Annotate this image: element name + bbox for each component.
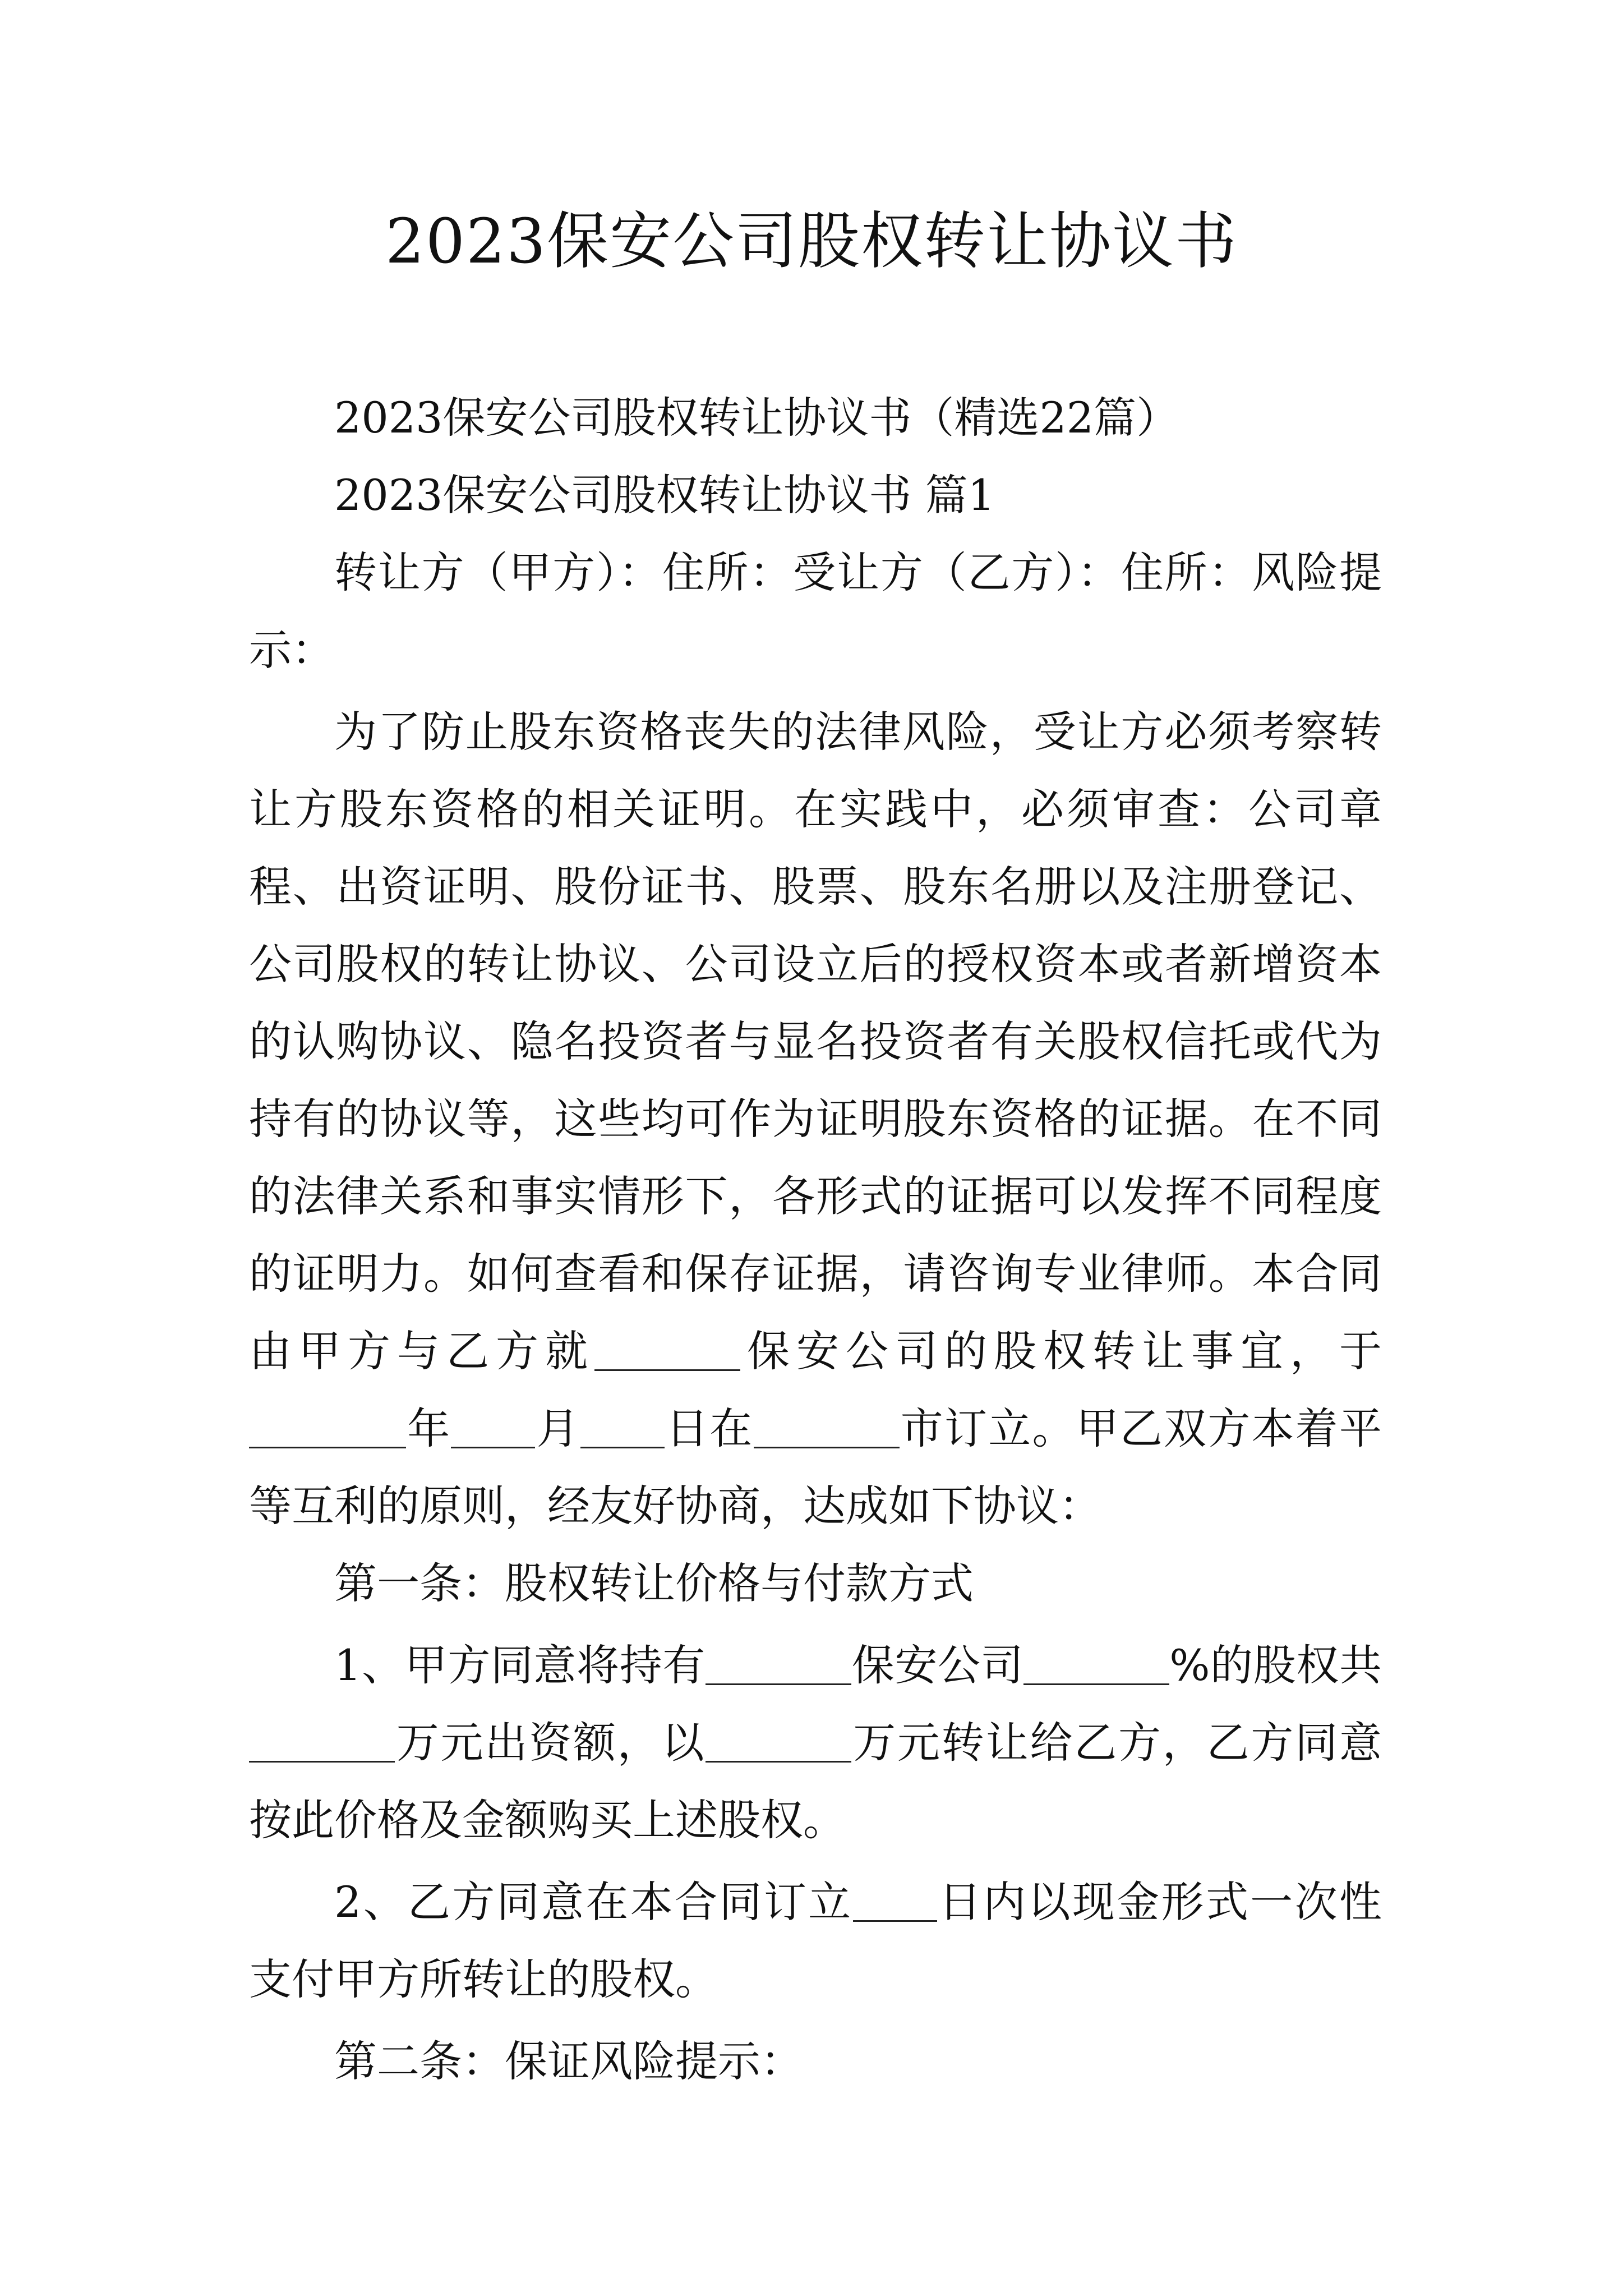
item-2-paragraph <box>249 1864 1382 2018</box>
risk-text-d: 月 <box>535 1404 580 1453</box>
document-body <box>249 379 1382 2100</box>
section-heading: 2023保安公司股权转让协议书 篇1 <box>334 470 995 520</box>
item2-text-b: 日内以现金形式一次性支付甲方所转让的股权。 <box>249 1877 1382 2004</box>
item-1-paragraph <box>249 1627 1382 1859</box>
blank-field <box>451 1406 535 1448</box>
article-1-heading: 第一条：股权转让价格与付款方式 <box>334 1558 974 1608</box>
blank-field <box>249 1406 406 1448</box>
item1-text-d: 万元出资额，以 <box>395 1718 706 1768</box>
risk-text-b: 保安公司的股权转让事宜，于 <box>740 1326 1382 1376</box>
item1-text-c: %的股权共 <box>1169 1640 1382 1690</box>
blank-field <box>580 1406 665 1448</box>
risk-paragraph <box>249 693 1382 1545</box>
blank-field <box>853 1880 937 1922</box>
item1-text-a: 1、甲方同意将持有 <box>334 1640 706 1690</box>
risk-text-e: 日在 <box>664 1404 754 1453</box>
risk-text-a: 为了防止股东资格丧失的法律风险，受让方必须考察转让方股东资格的相关证明。在实践中，必须审查：公司章程、出资证明、股份证书、股票、股东名册以及注册登记、公司股权的转让协议、公司设立后的授权资本或者新增资本的认购协议、隐名投资者与显名投资者有关股权信托或代为持有的协议等，这些均可作为证明股东资格的证据。在不同的法律关系和事实情形下，各形式的证据可以发挥不同程度的证明力。如何查看和保存证据，请咨询专业律师。本合同由甲方与乙方就 <box>249 707 1382 1376</box>
risk-text-f: 市订立。甲乙双方本着平等互利的原则，经友好协商，达成如下协议： <box>249 1404 1382 1531</box>
blank-field <box>594 1329 740 1371</box>
blank-field <box>754 1406 900 1448</box>
parties-paragraph: 转让方（甲方）：住所：受让方（乙方）：住所：风险提示： <box>249 547 1382 675</box>
subtitle-paragraph: 2023保安公司股权转让协议书（精选22篇） <box>334 393 1179 443</box>
blank-field <box>706 1643 851 1685</box>
item1-text-e: 万元转让给乙方，乙方同意按此价格及金额购买上述股权。 <box>249 1718 1382 1845</box>
blank-field <box>706 1720 851 1763</box>
blank-field <box>1023 1643 1169 1685</box>
article-2-heading: 第二条：保证风险提示： <box>334 2036 803 2086</box>
item2-text-a: 2、乙方同意在本合同订立 <box>334 1877 853 1927</box>
document-title: 2023保安公司股权转让协议书 <box>385 205 1238 277</box>
item1-text-b: 保安公司 <box>851 1640 1024 1690</box>
blank-field <box>249 1720 395 1763</box>
risk-text-c: 年 <box>406 1404 451 1453</box>
